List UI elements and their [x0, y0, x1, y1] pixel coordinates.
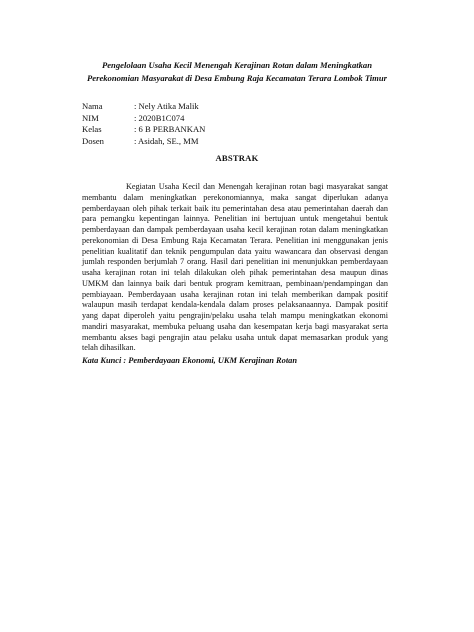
- abstract-line: yang dapat diperoleh yaitu pengrajin/pelaku usaha telah mampu meningkatkan ekonomi: [82, 311, 388, 320]
- abstract-line: pemberdayaan oleh pihak terkait baik itu pemerintahan desa atau pemerintahan daerah dan: [82, 203, 388, 213]
- identity-label: Kelas: [82, 124, 102, 135]
- title-line-1: Pengelolaan Usaha Kecil Menengah Kerajinan Rotan dalam Meningkatkan: [101, 60, 373, 70]
- abstract-line: pemberdayaan dan dampak pemberdayaan usaha kecil kerajinan rotan dalam meningkatkan: [82, 225, 388, 234]
- abstract-line: para pemangku kepentingan lainnya. Penelitian ini bertujuan untuk mengetahui bentuk: [82, 214, 388, 224]
- abstract-line: UMKM dan lainnya baik dari bentuk program kemitraan, pembinaan/pendampingan dan: [82, 278, 388, 288]
- identity-label: NIM: [82, 112, 99, 123]
- abstract-line: walaupun masih terdapat kendala-kendala dalam proses pelaksanaannya. Dampak positif: [82, 300, 388, 310]
- title-line-2: Perekonomian Masyarakat di Desa Embung Raja Kecamatan Terara Lombok Timur: [87, 73, 387, 83]
- abstract-line: Kegiatan Usaha Kecil dan Menengah kerajinan rotan bagi masyarakat sangat: [126, 182, 388, 191]
- identity-value: : 6 B PERBANKAN: [134, 124, 206, 135]
- abstract-line: pembiayaan. Pemberdayaan usaha kerajinan rotan ini telah memberikan dampak positif: [82, 289, 388, 299]
- identity-value: : Asidah, SE., MM: [134, 135, 199, 146]
- identity-row-nim: [82, 113, 205, 125]
- abstract-paragraph: [82, 182, 388, 354]
- identity-row-dosen: [82, 136, 205, 148]
- abstract-line: telah dihasilkan.: [82, 343, 136, 353]
- abstract-heading: ABSTRAK: [215, 153, 259, 163]
- abstract-line: membantu dalam meningkatkan perekonomiannya, maka sangat diperlukan adanya: [82, 192, 388, 202]
- abstract-line: perekonomian di Desa Embung Raja Kecamatan Terara. Penelitian ini menggunakan jenis: [82, 235, 388, 245]
- abstract-line: jumlah responden berjumlah 7 orang. Hasil dari penelitian ini menunjukkan pemberdayaan: [82, 257, 388, 267]
- identity-row-kelas: [82, 124, 205, 136]
- identity-row-nama: [82, 101, 205, 113]
- identity-value: : Nely Atika Malik: [134, 101, 199, 111]
- abstract-line: usaha kerajinan rotan ini telah dilakukan oleh pihak pemerintahan desa maupun dinas: [82, 268, 388, 277]
- document-title: [70, 59, 404, 85]
- identity-label: Dosen: [82, 135, 104, 146]
- identity-label: Nama: [82, 101, 103, 111]
- keywords-line: Kata Kunci : Pemberdayaan Ekonomi, UKM Kerajinan Rotan: [82, 356, 297, 365]
- abstract-line: mandiri masyarakat, membuka peluang usaha dan kesempatan kerja bagi masyarakat serta: [82, 321, 388, 331]
- author-identity-block: [82, 101, 205, 147]
- abstract-line: membantu akses bagi pengrajin atau pelaku usaha untuk dapat memasarkan produk yang: [82, 332, 388, 342]
- identity-value: : 2020B1C074: [134, 112, 185, 123]
- abstract-line: penelitian kualitatif dan teknik pengumpulan data yaitu wawancara dan observasi dengan: [82, 246, 388, 256]
